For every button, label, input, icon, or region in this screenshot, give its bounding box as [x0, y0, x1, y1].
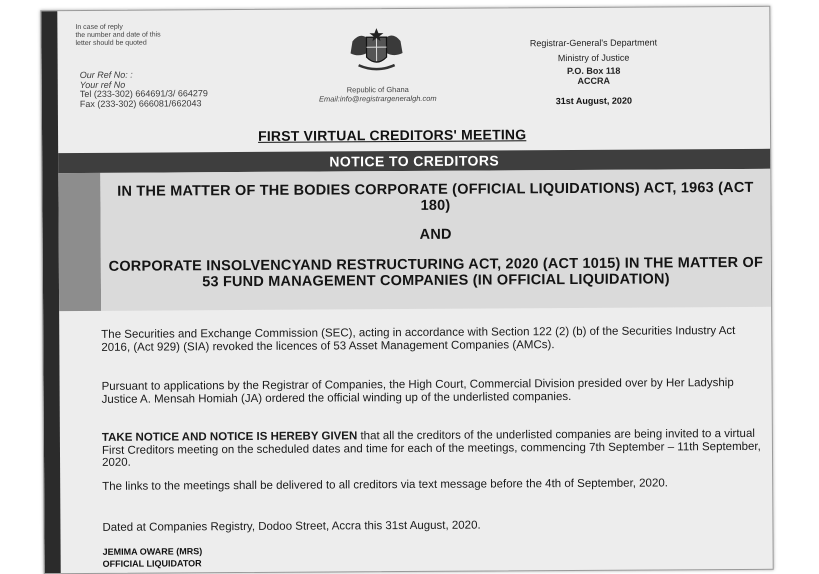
paragraph-links: The links to the meetings shall be delivered to all creditors via text message before the 4th of September, 2020.	[102, 477, 766, 494]
ghana-coat-of-arms-icon	[344, 27, 408, 75]
department-name: Registrar-General's Department	[503, 35, 683, 51]
letter-date: 31st August, 2020	[504, 95, 684, 106]
telephone: Tel (233-302) 664691/3/ 664279	[80, 89, 208, 99]
signatory-name: JEMIMA OWARE (MRS)	[103, 546, 203, 557]
matter-heading-2: CORPORATE INSOLVENCYAND RESTRUCTURING ACT, 2020 (ACT 1015) IN THE MATTER OF 53 FUND MANAGEMENT COMPANIES (IN OFFICIAL LIQUIDATION)	[101, 255, 771, 291]
matter-and: AND	[101, 225, 771, 245]
fax: Fax (233-302) 666081/662043	[80, 99, 208, 109]
scan-edge-shadow	[41, 11, 60, 573]
notice-document	[40, 6, 773, 574]
po-box: P.O. Box 118	[504, 65, 684, 76]
department-address	[503, 35, 683, 86]
reference-block	[80, 70, 208, 109]
take-notice-emphasis: TAKE NOTICE AND NOTICE IS HEREBY GIVEN	[102, 430, 357, 444]
reply-note	[75, 24, 160, 49]
signatory-title: OFFICIAL LIQUIDATOR	[103, 558, 202, 569]
reply-note-line: letter should be quoted	[75, 39, 160, 48]
take-notice-text: that all the creditors of the underlisted companies are being invited to a virtual First Creditors meeting on the scheduled dates and time for each of the meetings, commencing 7th September – 11th September, 2020.	[102, 428, 761, 469]
paragraph-court-order: Pursuant to applications by the Registrar of Companies, the High Court, Commercial Division presided over by Her Ladyship Justice A. Mensah Homiah (JA) ordered the official winding up of the underlisted companies.	[102, 377, 766, 406]
paragraph-take-notice	[102, 428, 766, 470]
paragraph-dated: Dated at Companies Registry, Dodoo Street, Accra this 31st August, 2020.	[102, 518, 766, 535]
republic-block	[318, 85, 438, 104]
reply-note-line: the number and date of this	[75, 32, 160, 41]
paragraph-sec-revocation: The Securities and Exchange Commission (SEC), acting in accordance with Section 122 (2) (b) of the Securities Industry Act 2016, (Act 929) (SIA) revoked the licences of 53 Asset Management Companies (AMCs).	[101, 325, 765, 354]
city: ACCRA	[504, 75, 684, 86]
email-address: Email:info@registrargeneralgh.com	[318, 94, 438, 104]
reply-note-line: In case of reply	[75, 24, 160, 33]
meeting-title: FIRST VIRTUAL CREDITORS' MEETING	[258, 126, 526, 144]
our-ref: Our Ref No: :	[80, 70, 208, 80]
matter-heading-1: IN THE MATTER OF THE BODIES CORPORATE (OFFICIAL LIQUIDATIONS) ACT, 1963 (ACT 180)	[100, 180, 770, 216]
ministry-name: Ministry of Justice	[504, 50, 684, 66]
matter-side-block	[58, 173, 101, 311]
your-ref: Your ref No	[80, 80, 208, 90]
republic-name: Republic of Ghana	[318, 85, 438, 95]
notice-banner: NOTICE TO CREDITORS	[58, 149, 770, 173]
